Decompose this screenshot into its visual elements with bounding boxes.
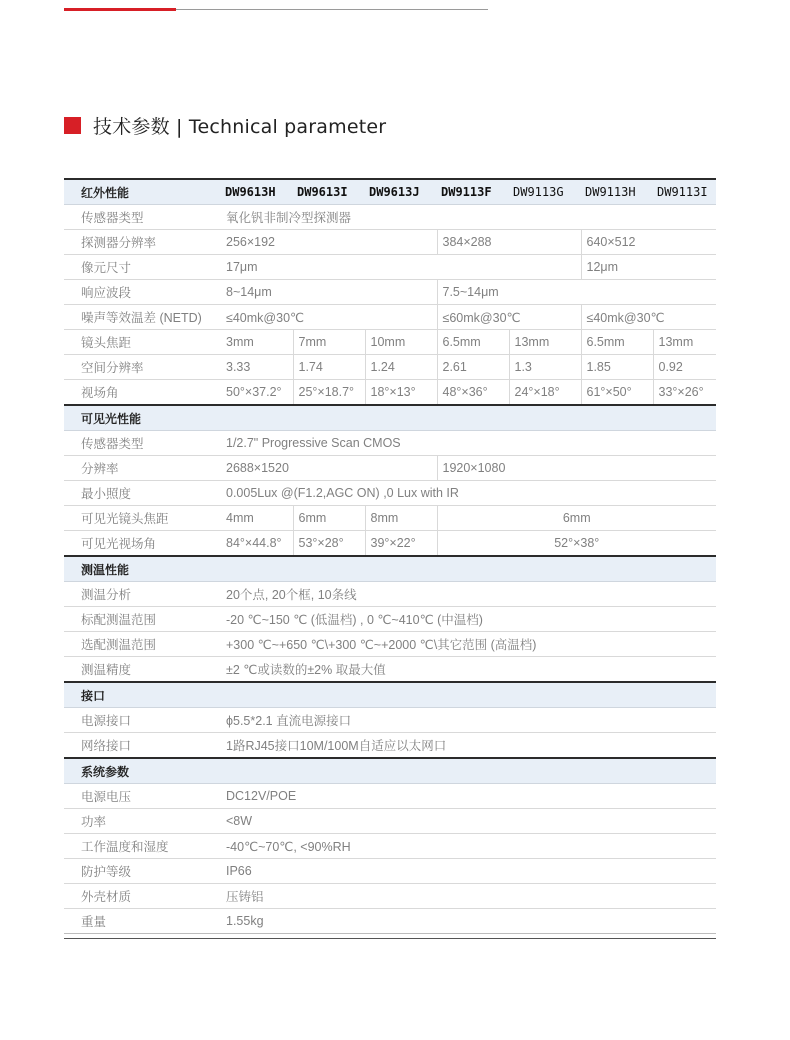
section-header-system [64,758,716,784]
row-label: 探测器分辨率 [64,230,221,255]
row-value: 84°×44.8° [221,531,293,557]
table-row [64,230,716,255]
row-label: 空间分辨率 [64,355,221,380]
row-label: 标配测温范围 [64,607,221,632]
top-rule-line [176,9,488,10]
row-value: 61°×50° [581,380,653,406]
row-label: 噪声等效温差 (NETD) [64,305,221,330]
row-value: 压铸铝 [221,884,716,909]
row-value: 1.85 [581,355,653,380]
row-label: 重量 [64,909,221,934]
row-value: 53°×28° [293,531,365,557]
table-row [64,456,716,481]
row-value: ≤40mk@30℃ [221,305,437,330]
row-label: 像元尺寸 [64,255,221,280]
table-row [64,506,716,531]
table-row [64,380,716,406]
row-value: 640×512 [581,230,716,255]
row-label: 防护等级 [64,859,221,884]
top-rule-accent [64,8,176,11]
section-header-infrared [64,179,716,205]
table-row [64,481,716,506]
table-row [64,834,716,859]
table-row [64,280,716,305]
row-label: 功率 [64,809,221,834]
table-row [64,330,716,355]
table-row [64,305,716,330]
row-value: 13mm [653,330,716,355]
row-label: 电源电压 [64,784,221,809]
table-row [64,784,716,809]
row-value: 7mm [293,330,365,355]
row-label: 网络接口 [64,733,221,759]
model-name: DW9613I [293,179,365,205]
row-label: 测温精度 [64,657,221,683]
row-value: ϕ5.5*2.1 直流电源接口 [221,708,716,733]
model-name: DW9113F [437,179,509,205]
row-value: 1.74 [293,355,365,380]
row-value: 0.005Lux @(F1.2,AGC ON) ,0 Lux with IR [221,481,716,506]
row-value: 12μm [581,255,716,280]
row-value: -40℃~70℃, <90%RH [221,834,716,859]
row-value: 48°×36° [437,380,509,406]
row-value: 1.3 [509,355,581,380]
table-row [64,531,716,557]
row-value: 25°×18.7° [293,380,365,406]
section-title: 接口 [64,682,716,708]
row-value: 10mm [365,330,437,355]
section-header-interface [64,682,716,708]
row-value: 384×288 [437,230,581,255]
row-value: 8~14μm [221,280,437,305]
table-row [64,355,716,380]
row-value: 3mm [221,330,293,355]
row-label: 响应波段 [64,280,221,305]
row-label: 镜头焦距 [64,330,221,355]
row-value: 4mm [221,506,293,531]
row-label: 分辨率 [64,456,221,481]
table-row [64,859,716,884]
table-row [64,708,716,733]
row-value: ≤40mk@30℃ [581,305,716,330]
model-name: DW9113G [509,179,581,205]
section-title: 红外性能 [64,179,221,205]
row-value: 3.33 [221,355,293,380]
row-value: 2.61 [437,355,509,380]
row-label: 可见光镜头焦距 [64,506,221,531]
row-value: 52°×38° [437,531,716,557]
section-title: 测温性能 [64,556,716,582]
row-value: 50°×37.2° [221,380,293,406]
spec-table [64,178,716,934]
table-row [64,431,716,456]
table-row [64,657,716,683]
row-label: 传感器类型 [64,205,221,230]
table-row [64,255,716,280]
section-heading [64,113,386,137]
row-label: 工作温度和湿度 [64,834,221,859]
model-name: DW9613H [221,179,293,205]
row-value: ≤60mk@30℃ [437,305,581,330]
row-value: 氧化钒非制冷型探测器 [221,205,716,230]
row-value: +300 ℃~+650 ℃\+300 ℃~+2000 ℃\其它范围 (高温档) [221,632,716,657]
row-value: 6mm [293,506,365,531]
row-value: 0.92 [653,355,716,380]
row-value: 1路RJ45接口10M/100M自适应以太网口 [221,733,716,759]
row-value: 1.24 [365,355,437,380]
row-value: 256×192 [221,230,437,255]
row-label: 测温分析 [64,582,221,607]
row-label: 可见光视场角 [64,531,221,557]
row-value: 20个点, 20个框, 10条线 [221,582,716,607]
model-name: DW9113H [581,179,653,205]
row-value: 2688×1520 [221,456,437,481]
row-value: IP66 [221,859,716,884]
row-value: 24°×18° [509,380,581,406]
section-header-temperature [64,556,716,582]
row-label: 外壳材质 [64,884,221,909]
row-value: 6mm [437,506,716,531]
row-value: 7.5~14μm [437,280,716,305]
row-value: 6.5mm [581,330,653,355]
table-row [64,607,716,632]
section-title: 系统参数 [64,758,716,784]
table-row [64,632,716,657]
section-title: 可见光性能 [64,405,716,431]
table-row [64,809,716,834]
section-header-visible [64,405,716,431]
row-value: 17μm [221,255,581,280]
model-name: DW9613J [365,179,437,205]
row-label: 电源接口 [64,708,221,733]
row-value: 18°×13° [365,380,437,406]
model-name: DW9113I [653,179,716,205]
bottom-rule [64,938,716,939]
row-value: 1.55kg [221,909,716,934]
table-row [64,909,716,934]
row-value: 39°×22° [365,531,437,557]
top-rule [64,8,488,11]
row-label: 选配测温范围 [64,632,221,657]
row-label: 最小照度 [64,481,221,506]
row-value: -20 ℃~150 ℃ (低温档) , 0 ℃~410℃ (中温档) [221,607,716,632]
row-value: 13mm [509,330,581,355]
row-value: ±2 ℃或读数的±2% 取最大值 [221,657,716,683]
table-row [64,884,716,909]
page-title: 技术参数 | Technical parameter [93,115,387,138]
table-row [64,582,716,607]
table-row [64,205,716,230]
row-label: 传感器类型 [64,431,221,456]
row-value: 6.5mm [437,330,509,355]
row-value: 1/2.7" Progressive Scan CMOS [221,431,716,456]
heading-marker [64,117,81,134]
row-value: <8W [221,809,716,834]
row-label: 视场角 [64,380,221,406]
table-row [64,733,716,759]
row-value: 1920×1080 [437,456,716,481]
row-value: 8mm [365,506,437,531]
row-value: DC12V/POE [221,784,716,809]
row-value: 33°×26° [653,380,716,406]
